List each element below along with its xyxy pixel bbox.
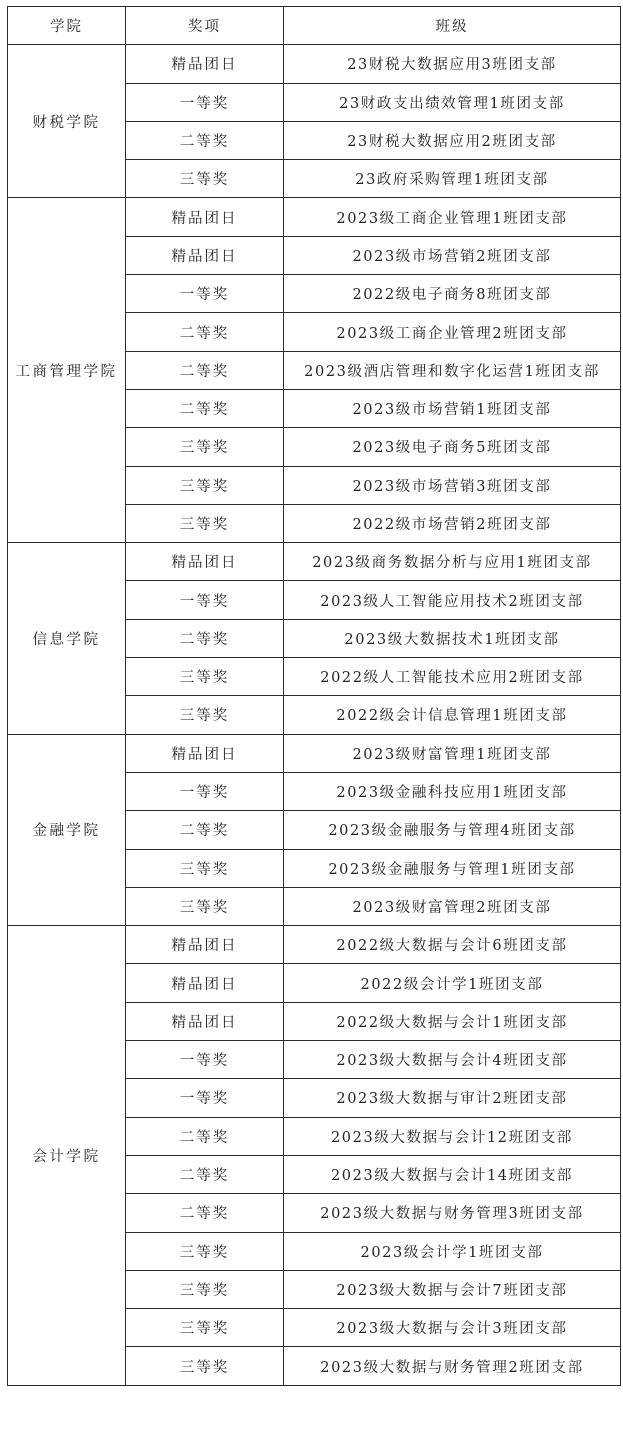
college-cell: 金融学院 xyxy=(8,734,126,925)
award-cell: 三等奖 xyxy=(126,466,284,504)
class-cell: 2023级市场营销1班团支部 xyxy=(284,389,621,427)
award-cell: 一等奖 xyxy=(126,275,284,313)
award-cell: 精品团日 xyxy=(126,1002,284,1040)
award-cell: 二等奖 xyxy=(126,121,284,159)
class-cell: 2023级工商企业管理2班团支部 xyxy=(284,313,621,351)
class-cell: 2023级金融科技应用1班团支部 xyxy=(284,772,621,810)
award-cell: 精品团日 xyxy=(126,45,284,83)
award-cell: 三等奖 xyxy=(126,1270,284,1308)
class-cell: 2022级人工智能技术应用2班团支部 xyxy=(284,658,621,696)
award-cell: 二等奖 xyxy=(126,811,284,849)
table-row xyxy=(8,45,621,83)
class-cell: 2023级金融服务与管理1班团支部 xyxy=(284,849,621,887)
class-cell: 2023级大数据技术1班团支部 xyxy=(284,619,621,657)
award-cell: 精品团日 xyxy=(126,734,284,772)
college-cell: 会计学院 xyxy=(8,926,126,1386)
table-row xyxy=(8,543,621,581)
class-cell: 2023级酒店管理和数字化运营1班团支部 xyxy=(284,351,621,389)
award-cell: 三等奖 xyxy=(126,887,284,925)
class-cell: 23政府采购管理1班团支部 xyxy=(284,160,621,198)
award-cell: 精品团日 xyxy=(126,926,284,964)
table-row xyxy=(8,734,621,772)
award-cell: 三等奖 xyxy=(126,696,284,734)
award-cell: 一等奖 xyxy=(126,83,284,121)
college-cell: 工商管理学院 xyxy=(8,198,126,543)
class-cell: 2023级工商企业管理1班团支部 xyxy=(284,198,621,236)
award-cell: 一等奖 xyxy=(126,772,284,810)
class-cell: 2023级商务数据分析与应用1班团支部 xyxy=(284,543,621,581)
class-cell: 2023级大数据与会计12班团支部 xyxy=(284,1117,621,1155)
award-cell: 二等奖 xyxy=(126,1117,284,1155)
award-cell: 三等奖 xyxy=(126,658,284,696)
class-cell: 2023级大数据与会计7班团支部 xyxy=(284,1270,621,1308)
class-cell: 2022级会计学1班团支部 xyxy=(284,964,621,1002)
award-cell: 三等奖 xyxy=(126,160,284,198)
class-cell: 2023级大数据与财务管理2班团支部 xyxy=(284,1347,621,1385)
class-cell: 2023级市场营销2班团支部 xyxy=(284,236,621,274)
header-class: 班级 xyxy=(284,7,621,45)
award-cell: 一等奖 xyxy=(126,1079,284,1117)
award-cell: 三等奖 xyxy=(126,1309,284,1347)
table-row xyxy=(8,926,621,964)
class-cell: 2023级大数据与会计14班团支部 xyxy=(284,1155,621,1193)
award-cell: 一等奖 xyxy=(126,1041,284,1079)
table-body xyxy=(8,45,621,1385)
award-cell: 二等奖 xyxy=(126,1194,284,1232)
award-cell: 精品团日 xyxy=(126,964,284,1002)
class-cell: 2023级财富管理1班团支部 xyxy=(284,734,621,772)
award-cell: 二等奖 xyxy=(126,1155,284,1193)
class-cell: 2022级大数据与会计1班团支部 xyxy=(284,1002,621,1040)
class-cell: 23财税大数据应用2班团支部 xyxy=(284,121,621,159)
award-cell: 精品团日 xyxy=(126,543,284,581)
award-cell: 精品团日 xyxy=(126,198,284,236)
award-cell: 一等奖 xyxy=(126,581,284,619)
class-cell: 23财税大数据应用3班团支部 xyxy=(284,45,621,83)
class-cell: 2022级大数据与会计6班团支部 xyxy=(284,926,621,964)
table-header xyxy=(8,7,621,45)
award-cell: 三等奖 xyxy=(126,849,284,887)
award-cell: 二等奖 xyxy=(126,619,284,657)
header-award: 奖项 xyxy=(126,7,284,45)
class-cell: 2023级大数据与财务管理3班团支部 xyxy=(284,1194,621,1232)
award-cell: 三等奖 xyxy=(126,1232,284,1270)
class-cell: 2023级大数据与审计2班团支部 xyxy=(284,1079,621,1117)
class-cell: 2023级市场营销3班团支部 xyxy=(284,466,621,504)
class-cell: 2023级大数据与会计4班团支部 xyxy=(284,1041,621,1079)
college-cell: 信息学院 xyxy=(8,543,126,734)
class-cell: 2023级大数据与会计3班团支部 xyxy=(284,1309,621,1347)
class-cell: 2023级金融服务与管理4班团支部 xyxy=(284,811,621,849)
class-cell: 2023级财富管理2班团支部 xyxy=(284,887,621,925)
award-cell: 三等奖 xyxy=(126,428,284,466)
award-cell: 二等奖 xyxy=(126,351,284,389)
class-cell: 2022级电子商务8班团支部 xyxy=(284,275,621,313)
award-cell: 三等奖 xyxy=(126,1347,284,1385)
class-cell: 2022级市场营销2班团支部 xyxy=(284,504,621,542)
award-cell: 二等奖 xyxy=(126,389,284,427)
awards-table xyxy=(7,6,621,1386)
header-college: 学院 xyxy=(8,7,126,45)
award-cell: 二等奖 xyxy=(126,313,284,351)
class-cell: 2023级电子商务5班团支部 xyxy=(284,428,621,466)
class-cell: 23财政支出绩效管理1班团支部 xyxy=(284,83,621,121)
award-cell: 三等奖 xyxy=(126,504,284,542)
table-row xyxy=(8,198,621,236)
class-cell: 2023级会计学1班团支部 xyxy=(284,1232,621,1270)
college-cell: 财税学院 xyxy=(8,45,126,198)
award-cell: 精品团日 xyxy=(126,236,284,274)
class-cell: 2022级会计信息管理1班团支部 xyxy=(284,696,621,734)
header-row xyxy=(8,7,621,45)
class-cell: 2023级人工智能应用技术2班团支部 xyxy=(284,581,621,619)
